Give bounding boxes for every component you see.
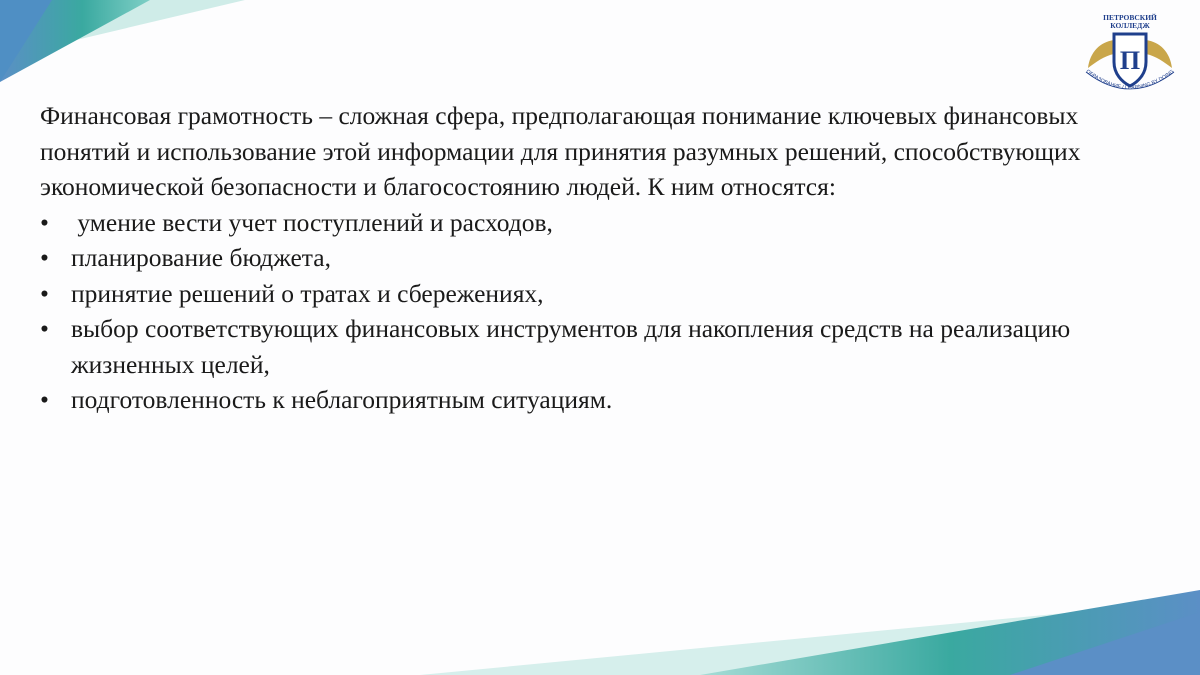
list-item <box>40 240 1140 276</box>
bullet-marker: • <box>40 278 49 308</box>
list-item <box>40 382 1140 418</box>
list-item <box>40 276 1140 312</box>
logo-laurel-right <box>1146 40 1172 68</box>
intro-paragraph: Финансовая грамотность – сложная сфера, предполагающая понимание ключевых финансовых понятий и использование этой информации для принятия разумных решений, способствующих экономической безопасности и благосостоянию людей. К ним относятся: <box>40 101 1081 201</box>
list-item-text: выбор соответствующих финансовых инструментов для накопления средств на реализацию жизненных целей, <box>71 314 1071 379</box>
college-logo <box>1070 10 1190 100</box>
bullet-marker: • <box>40 207 49 237</box>
logo-laurel-left <box>1088 40 1114 68</box>
bullet-marker: • <box>40 314 49 343</box>
logo-name-line1: ПЕТРОВСКИЙ <box>1103 13 1157 22</box>
list-item-text: умение вести учет поступлений и расходов, <box>71 207 553 237</box>
list-item-text: подготовленность к неблагоприятным ситуациям. <box>71 385 613 414</box>
slide-body <box>40 98 1140 418</box>
list-item <box>40 311 1140 382</box>
logo-monogram: П <box>1119 46 1141 75</box>
bullet-list <box>40 205 1140 418</box>
list-item-text: принятие решений о тратах и сбережениях, <box>71 278 544 308</box>
logo-motto: ОБРАЗОВАНИЕ / LEARNING BY DOING <box>1084 68 1176 92</box>
list-item-text: планирование бюджета, <box>71 243 331 272</box>
list-item <box>40 205 1140 241</box>
logo-name-line2: КОЛЛЕДЖ <box>1110 21 1150 30</box>
bullet-marker: • <box>40 243 49 272</box>
bullet-marker: • <box>40 385 49 414</box>
